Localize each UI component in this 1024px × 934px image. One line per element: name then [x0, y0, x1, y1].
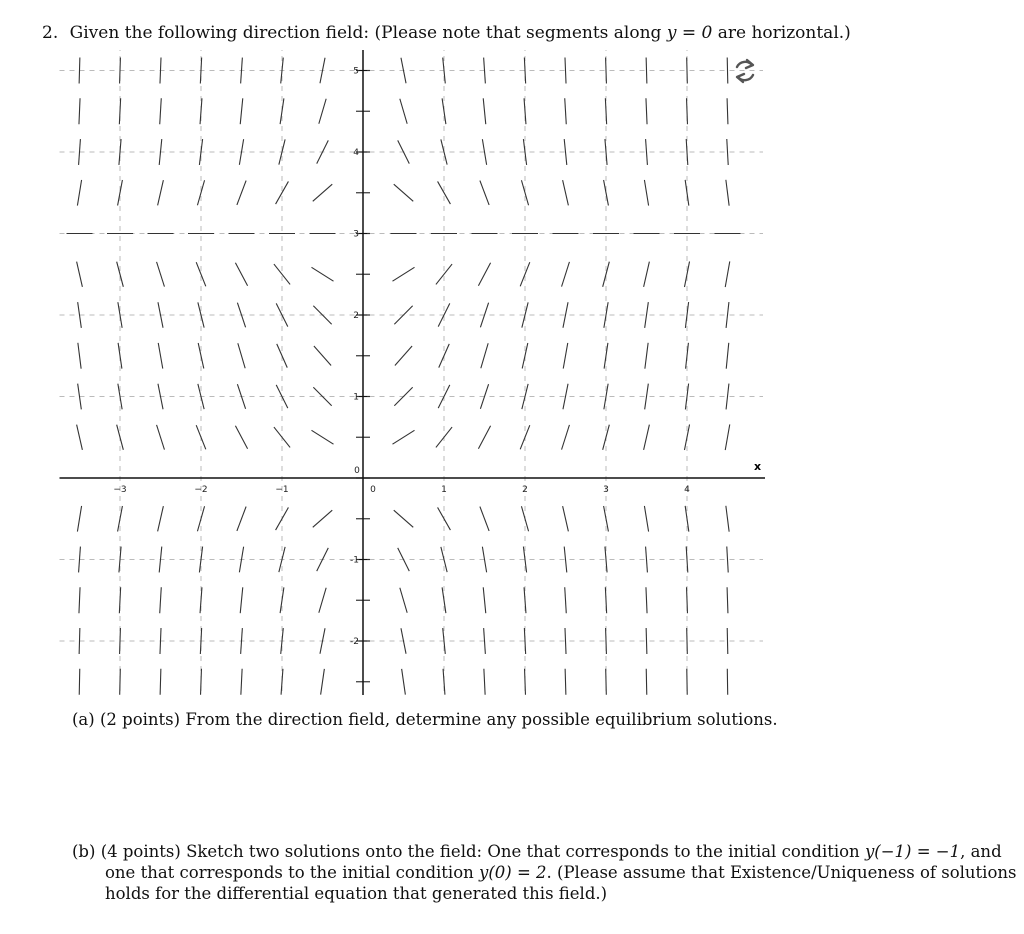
question-tail: are horizontal.) — [717, 23, 851, 43]
slope-segments — [67, 58, 741, 695]
y-tick-label: 2 — [353, 311, 359, 321]
slope-segment — [725, 261, 730, 287]
x-tick-label: −1 — [275, 485, 289, 495]
slope-segment — [606, 669, 607, 695]
slope-segment — [241, 669, 242, 695]
slope-segment — [394, 510, 414, 527]
slope-segment — [240, 587, 243, 613]
slope-segment — [646, 98, 647, 124]
slope-segment — [238, 343, 245, 368]
slope-segment — [727, 98, 728, 124]
slope-segment — [605, 139, 607, 165]
slope-segment — [644, 506, 648, 532]
slope-segment — [563, 343, 568, 369]
part-a-points: (2 points) — [99, 710, 181, 729]
slope-segment — [563, 506, 569, 531]
slope-segment — [646, 547, 648, 573]
slope-segment — [726, 506, 729, 532]
slope-segment — [565, 587, 567, 613]
slope-segment — [314, 346, 331, 365]
slope-segment — [478, 426, 490, 449]
slope-segment — [687, 628, 688, 654]
slope-segment — [646, 669, 647, 695]
x-axis-label: x — [754, 460, 762, 473]
slope-segment — [645, 384, 649, 410]
slope-segment — [727, 139, 728, 165]
slope-segment — [392, 267, 414, 281]
slope-segment — [235, 426, 247, 449]
slope-segment — [77, 180, 81, 206]
slope-segment — [565, 669, 566, 695]
slope-segment — [394, 184, 414, 201]
slope-segment — [317, 548, 329, 571]
part-b-condition-1: y(−1) = −1 — [864, 842, 961, 861]
origin-label-x: 0 — [370, 485, 376, 495]
part-a-label: (a) — [72, 710, 95, 729]
x-tick-label: 2 — [522, 485, 528, 495]
slope-segment — [160, 98, 162, 124]
slope-segment — [480, 507, 489, 531]
y-tick-label: 5 — [353, 66, 359, 77]
slope-segment — [79, 98, 80, 124]
slope-segment — [313, 184, 333, 201]
part-b-text-1: Sketch two solutions onto the field: One that corresponds to the initial condition — [186, 842, 860, 861]
slope-segment — [685, 302, 688, 328]
slope-segment — [160, 587, 162, 613]
slope-segment — [478, 263, 490, 286]
slope-segment — [311, 267, 333, 281]
slope-segment — [160, 58, 161, 84]
slope-segment — [313, 510, 333, 527]
y-tick-label: -2 — [350, 637, 359, 647]
slope-segment — [520, 262, 530, 286]
tick-labels — [113, 50, 761, 647]
slope-segment — [646, 628, 647, 654]
slope-segment — [77, 262, 83, 287]
question-header — [42, 22, 851, 44]
slope-segment — [645, 343, 648, 369]
x-tick-label: 4 — [684, 485, 690, 495]
slope-segment — [727, 628, 728, 654]
y-tick-label: 4 — [353, 148, 359, 158]
slope-segment — [646, 587, 647, 613]
question-number: 2. — [42, 23, 59, 43]
direction-field — [55, 50, 765, 695]
part-b-points: (4 points) — [100, 842, 181, 861]
slope-segment — [484, 669, 485, 695]
slope-segment — [158, 506, 164, 531]
x-tick-label: 1 — [441, 485, 447, 495]
slope-segment — [646, 58, 647, 84]
slope-segment — [117, 262, 124, 287]
slope-segment — [319, 588, 326, 613]
slope-segment — [726, 384, 729, 410]
slope-segment — [563, 180, 569, 205]
slope-segment — [483, 98, 486, 124]
slope-segment — [400, 588, 407, 613]
slope-segment — [565, 58, 566, 84]
slope-segment — [725, 424, 730, 450]
slope-segment — [562, 262, 570, 287]
slope-segment — [685, 180, 689, 206]
slope-segment — [160, 669, 161, 695]
slope-segment — [398, 140, 410, 163]
slope-segment — [157, 425, 165, 450]
slope-segment — [603, 262, 610, 287]
slope-segment — [604, 180, 609, 206]
slope-segment — [197, 180, 204, 205]
slope-segment — [727, 547, 728, 573]
slope-segment — [402, 669, 406, 695]
slope-segment — [313, 387, 331, 405]
slope-segment — [79, 628, 80, 654]
slope-segment — [726, 180, 729, 206]
y-tick-label: -1 — [350, 555, 359, 566]
slope-segment — [77, 506, 81, 532]
slope-segment — [79, 669, 80, 695]
slope-segment — [118, 180, 123, 206]
x-tick-label: 3 — [603, 485, 609, 495]
slope-segment — [160, 628, 161, 654]
slope-segment — [120, 669, 121, 695]
part-a — [72, 709, 778, 730]
slope-segment — [392, 430, 414, 444]
slope-segment — [644, 425, 650, 450]
slope-segment — [317, 140, 329, 163]
slope-segment — [196, 262, 206, 286]
slope-segment — [726, 302, 729, 328]
slope-segment — [562, 425, 570, 450]
x-tick-label: −2 — [194, 485, 208, 495]
slope-segment — [311, 430, 333, 444]
slope-segment — [646, 139, 648, 165]
slope-segment — [727, 587, 728, 613]
part-b-label: (b) — [72, 842, 96, 861]
slope-segment — [483, 587, 486, 613]
slope-segment — [400, 99, 407, 124]
y-tick-label: 3 — [353, 229, 359, 240]
slope-segment — [398, 548, 410, 571]
slope-segment — [644, 180, 648, 206]
part-b-text-2: , and one that corresponds to the initial condition — [105, 842, 1002, 882]
slope-segment — [237, 181, 246, 205]
slope-segment — [240, 98, 243, 124]
slope-segment — [77, 425, 83, 450]
slope-segment — [564, 547, 567, 573]
grid-lines — [60, 50, 764, 695]
slope-segment — [565, 98, 567, 124]
slope-segment — [319, 99, 326, 124]
part-b-condition-2: y(0) = 2 — [479, 863, 547, 882]
slope-segment — [726, 343, 729, 369]
slope-segment — [644, 262, 650, 287]
slope-segment — [313, 306, 331, 324]
axes — [60, 50, 766, 695]
slope-segment — [79, 58, 80, 84]
slope-segment — [79, 587, 80, 613]
slope-segment — [157, 262, 165, 287]
question-intro: Given the following direction field: (Please note that segments along — [69, 23, 662, 43]
y-tick-label: 1 — [353, 392, 359, 403]
slope-segment — [687, 58, 688, 84]
slope-segment — [684, 261, 689, 287]
slope-segment — [564, 139, 567, 165]
slope-segment — [480, 181, 489, 205]
slope-segment — [481, 343, 488, 368]
question-equation: y = 0 — [666, 23, 713, 43]
slope-segment — [645, 302, 649, 328]
x-tick-label: −3 — [113, 485, 127, 495]
slope-segment — [158, 180, 164, 205]
part-a-text: From the direction field, determine any possible equilibrium solutions. — [185, 710, 778, 729]
slope-segment — [78, 343, 81, 369]
origin-label-y: 0 — [354, 466, 360, 476]
slope-segment — [604, 302, 608, 328]
slope-segment — [521, 180, 528, 205]
part-b-text-3: . (Please assume that Existence/Uniqueness of solutions holds for the differential equation that generated this field.) — [105, 863, 1017, 903]
slope-segment — [565, 628, 566, 654]
slope-segment — [235, 263, 247, 286]
slope-segment — [158, 343, 163, 369]
slope-segment — [237, 507, 246, 531]
part-b — [72, 841, 1020, 904]
slope-segment — [395, 346, 412, 365]
slope-segment — [321, 669, 325, 695]
slope-segment — [727, 58, 728, 84]
slope-segment — [686, 139, 688, 165]
